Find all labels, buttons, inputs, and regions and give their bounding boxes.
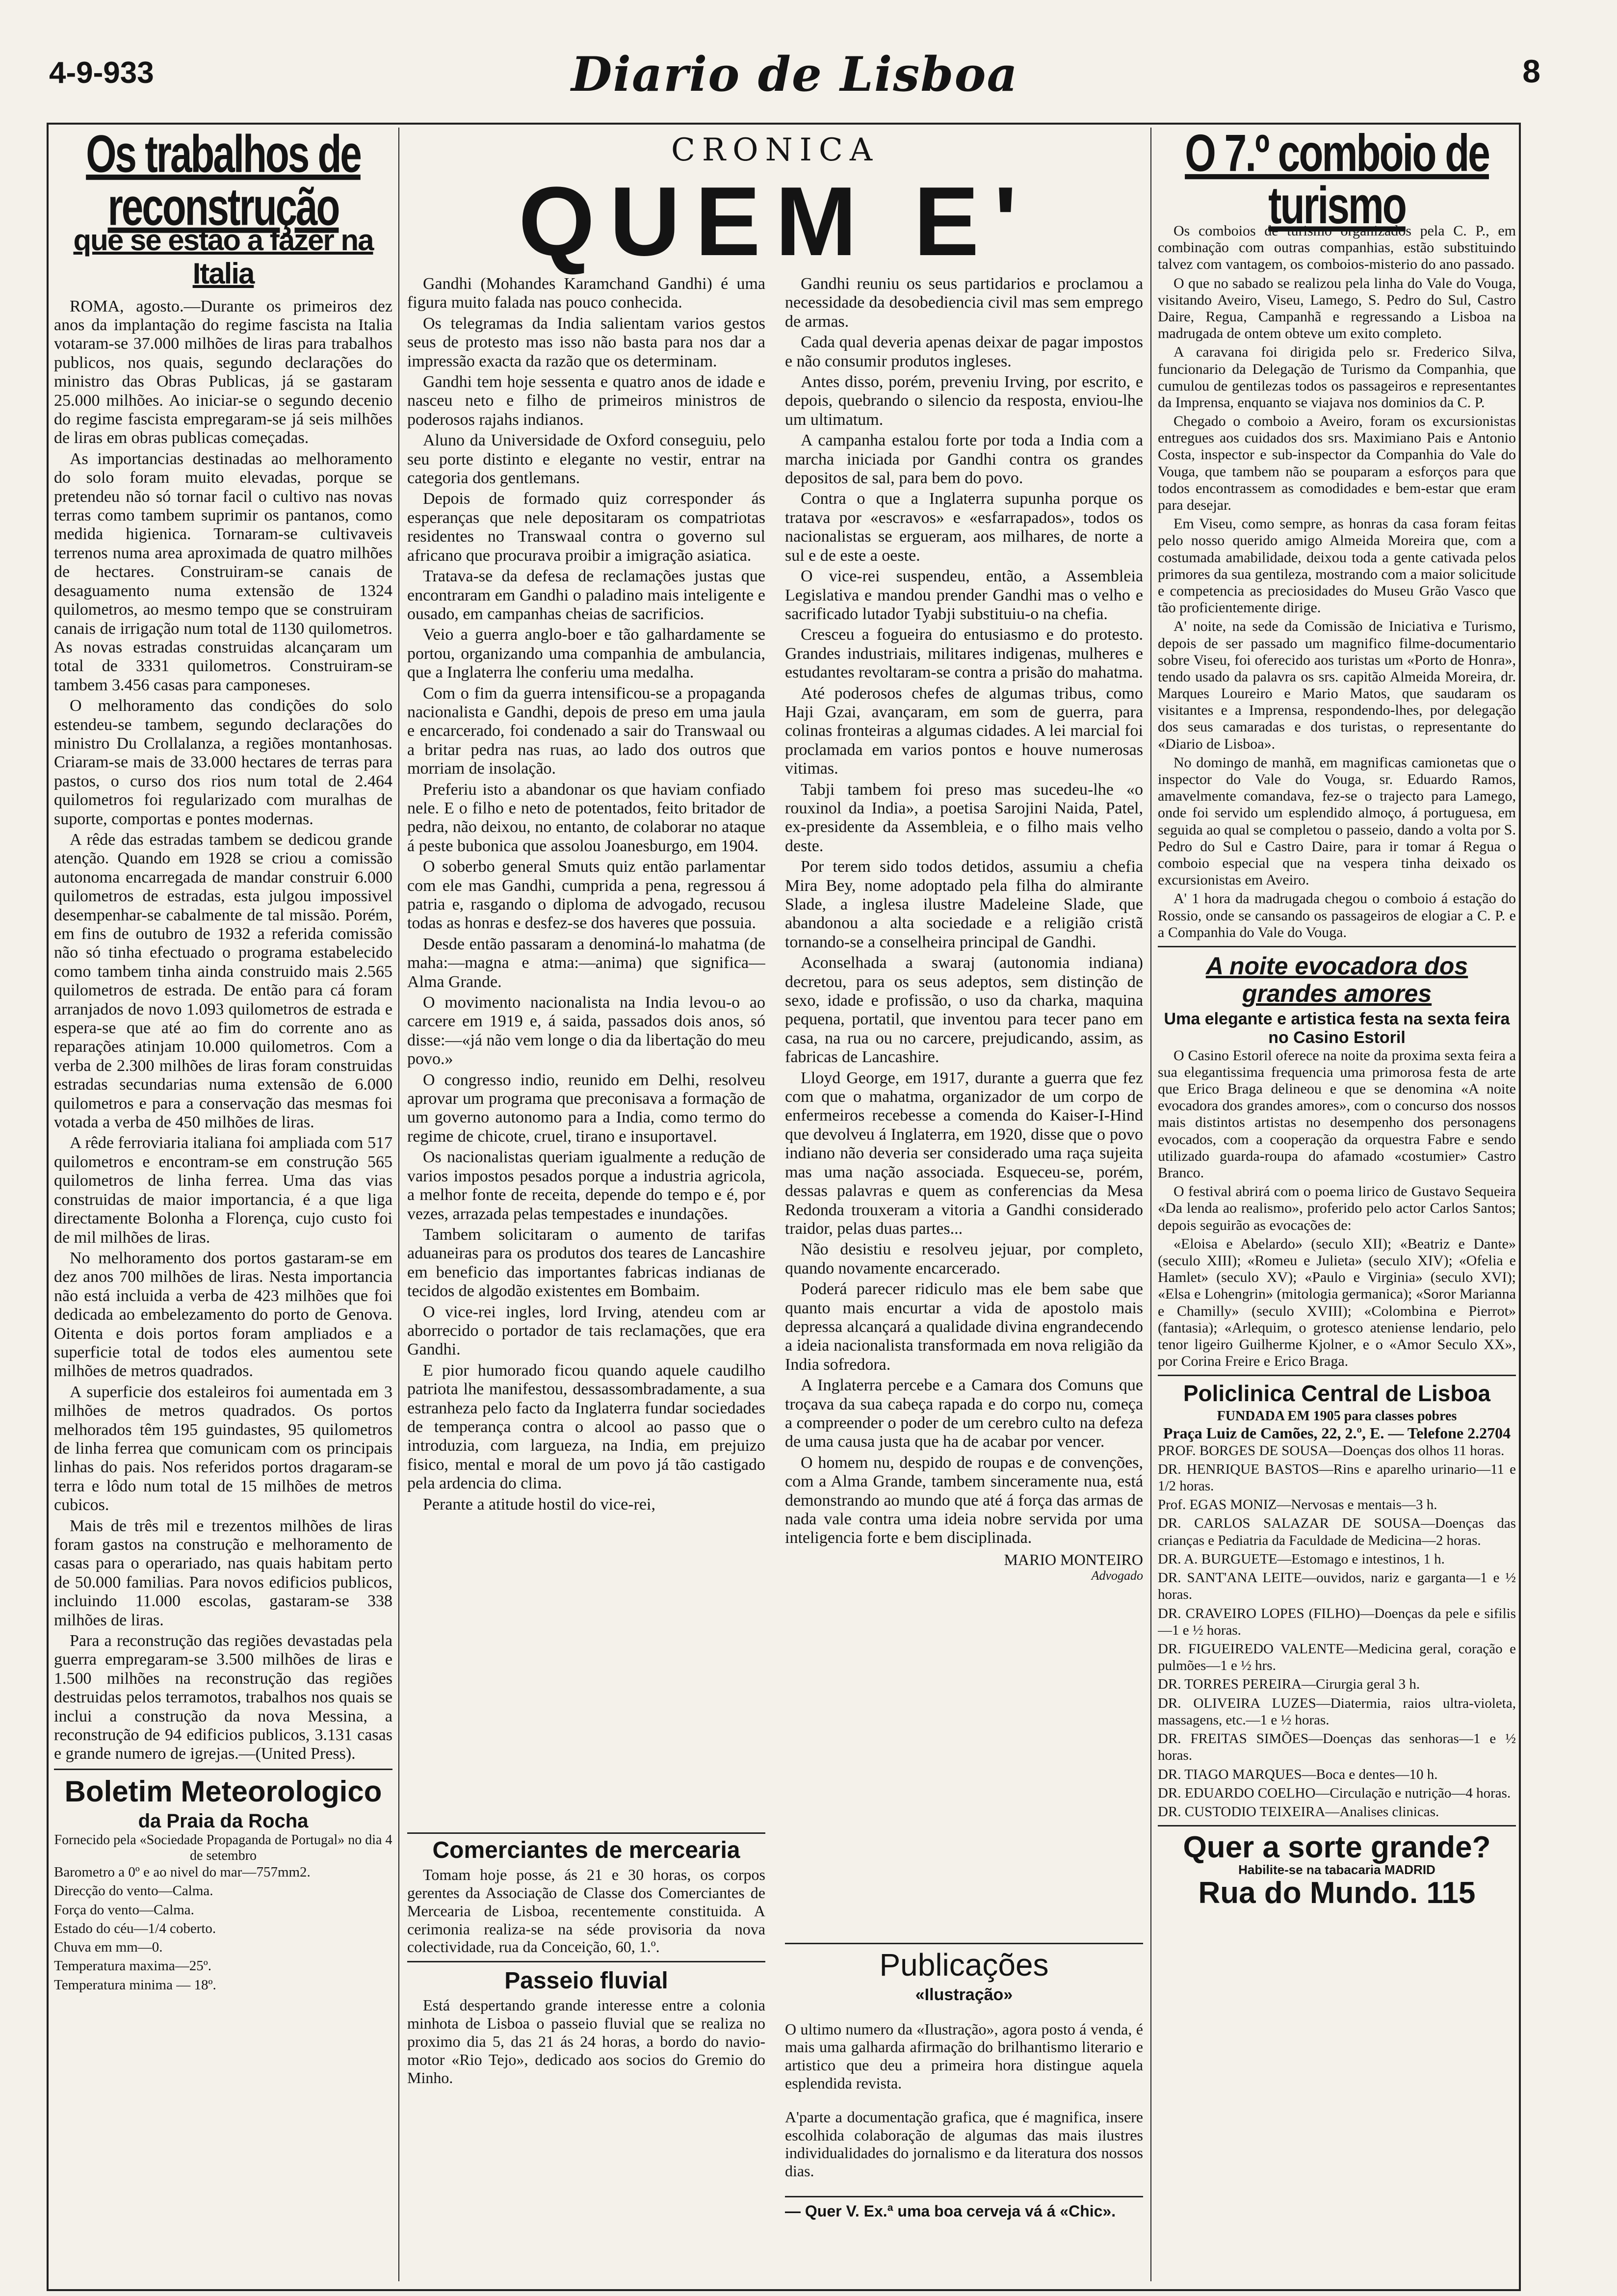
weather-title: Boletim Meteorologico [64, 1774, 382, 1808]
right-headline: O 7.º comboio de turismo [1185, 128, 1489, 235]
publications-paragraph: O ultimo numero da «Ilustração», agora posto á venda, é mais uma galharda afirmação do brilhantismo literario e artistico que deu a primeira hora distingue aquela esplendida revista. [785, 2020, 1143, 2092]
cronica-paragraph: Contra o que a Inglaterra supunha porque os tratava por «escravos» e «esfarrapados», todos os nacionalistas se ergueram, aos milhares, de norte a sul e de este a oeste. [785, 490, 1143, 565]
train-paragraph: A' noite, na sede da Comissão de Iniciativa e Turismo, depois de ser passado um magnifico filme-documentario sobre Viseu, foi oferecido aos turistas um «Porto de Honra», tendo usado da palavra os srs. capitão Almeida Moreira, dr. Marques Loureiro e Mario Matos, que saudaram os visitantes e a Imprensa, respondendo-lhes, por delegação dos seus camaradas e dos turistas, o representante do «Diario de Lisboa». [1158, 618, 1516, 752]
clinic-doctor-line: DR. FIGUEIREDO VALENTE—Medicina geral, coração e pulmões—1 e ½ hrs. [1158, 1641, 1516, 1674]
right-column [1158, 128, 1516, 2286]
train-paragraph: Os comboios de turismo organizados pela C. P., em combinação com outras companhias, estão substituindo talvez com vantagem, os comboios-misterio do ano passado. [1158, 223, 1516, 273]
article-paragraph: A superficie dos estaleiros foi aumentada em 3 milhões de metros quadrados. Os portos melhorados têm 195 guindastes, 95 quilometros de linha ferrea que comunicam com os principais linhas do pais. Nos referidos portos dragaram-se terra e lôdo num total de 15 milhões de metros cubicos. [54, 1383, 392, 1514]
clinic-doctors [1158, 1442, 1516, 1821]
divider [407, 1961, 765, 1962]
clinic-doctor-line: PROF. BORGES DE SOUSA—Doenças dos olhos 11 horas. [1158, 1442, 1505, 1459]
cronica-signature-role: Advogado [1091, 1568, 1143, 1583]
article-paragraph: ROMA, agosto.—Durante os primeiros dez anos da implantação do regime fascista na Italia votaram-se 37.000 milhões de liras para trabalhos publicos, nos quais, segundo declarações do ministro das Obras Publicas, já se gastaram 25.000 milhões. Ao iniciar-se o segundo decenio do regime fascista empregaram-se já seis milhões de liras em obras publicas começadas. [54, 297, 392, 447]
notices-left [407, 1832, 765, 2283]
estoril-subhead: Uma elegante e artistica festa na sexta feira no Casino Estoril [1164, 1009, 1510, 1047]
column-rule [398, 128, 399, 2281]
cronica-paragraph: Os telegramas da India salientam varios gestos seus de protesto mas isso não basta para nos dar a impressão exacta da razão que os determinam. [407, 314, 765, 370]
cronica-paragraph: Cresceu a fogueira do entusiasmo e do protesto. Grandes industriais, militares indigenas, mulheres e estudantes revoltaram-se contra a prisão do mahatma. [785, 626, 1143, 682]
lottery-line-3: Rua do Mundo. 115 [1198, 1876, 1476, 1910]
clinic-doctor-line: Prof. EGAS MONIZ—Nervosas e mentais—3 h. [1158, 1497, 1437, 1513]
weather-note: Fornecido pela «Sociedade Propaganda de Portugal» no dia 4 de setembro [54, 1832, 392, 1864]
estoril-paragraph: O festival abrirá com o poema lirico de Gustavo Sequeira «Da lenda ao realismo», proferido pelo actor Carlos Santos; depois seguirão as evocações de: [1158, 1183, 1516, 1233]
article-paragraph: Mais de três mil e trezentos milhões de liras foram gastos na construção e melhoramento de casas para o operariado, nas quais habitam perto de 50.000 familias. Para novos edificios publicos, incluindo 11.000 escolas, gastaram-se 338 milhões de liras. [54, 1516, 392, 1629]
clinic-doctor-line: DR. CRAVEIRO LOPES (FILHO)—Doenças da pele e sifilis—1 e ½ horas. [1158, 1605, 1516, 1638]
train-paragraph: Em Viseu, como sempre, as honras da casa foram feitas pelo nosso querido amigo Almeida Moreira que, com a costumada amabilidade, deixou toda a gente cativada pelos primores da sua gentileza, mostrando com a maior solicitude e competencia as preciosidades do Museu Grão Vasco que tão proficientemente dirige. [1158, 516, 1516, 616]
cronica-paragraph: Os nacionalistas queriam igualmente a redução de varios impostos pesados porque a industria agricola, a melhor fonte de receita, depende do tempo e é, por vezes, arrazada pelas tempestades e inundações. [407, 1148, 765, 1223]
divider [785, 2196, 1143, 2197]
cronica-paragraph: Antes disso, porém, preveniu Irving, por escrito, e depois, quebrando o silencio da resposta, enviou-lhe um ultimatum. [785, 373, 1143, 429]
cronica-paragraph: Lloyd George, em 1917, durante a guerra que fez com que o mahatma, organizador de um corpo de enfermeiros recebesse a comenda do Kaiser-I-Hind que devolveu á Inglaterra, em 1920, disse que o povo indiano não deveria ser considerado uma raça sujeita mas uma nação associada. Esqueceu-se, porém, dessas palavras e quem as conferencias da Mesa Redonda trouxeram a vitoria a Gandhi considerado traidor, pelas duas partes... [785, 1069, 1143, 1238]
article-paragraph: No melhoramento dos portos gastaram-se em dez anos 700 milhões de liras. Nesta importancia não está incluida a verba de 423 milhões que foi dedicada ao embelezamento do porto de Genova. Oitenta e dois portos foram ampliados e a superficie total de todos eles aumentou sete milhões de metros quadrados. [54, 1249, 392, 1381]
cronica-paragraph: Veio a guerra anglo-boer e tão galhardamente se portou, organizando uma companhia de ambulancia, que a Inglaterra lhe conferiu uma medalha. [407, 626, 765, 682]
clinic-doctor-line: DR. CARLOS SALAZAR DE SOUSA—Doenças das crianças e Pediatria da Faculdade de Medicina—2 horas. [1158, 1515, 1516, 1548]
weather-line: Temperatura minima — 18º. [54, 1977, 216, 1993]
clinic-doctor-line: DR. HENRIQUE BASTOS—Rins e aparelho urinario—11 e 1/2 horas. [1158, 1461, 1516, 1494]
notices-right [785, 1943, 1143, 2283]
train-paragraph: No domingo de manhã, em magnificas camionetas que o inspector do Vale do Vouga, sr. Eduardo Ramos, amavelmente comandava, fez-se o trajecto para Lamego, onde foi servido um esplendido almoço, á portuguesa, em seguida ao qual se completou o passeio, dando a volta por S. Pedro do Sul e Castro Daire, para ir tomar á Regua o comboio especial que na vespera tinha deixado os excursionistas em Aveiro. [1158, 754, 1516, 888]
weather-line: Chuva em mm—0. [54, 1939, 163, 1956]
cronica-paragraph: Até poderosos chefes de algumas tribus, como Haji Gzai, avançaram, em som de guerra, para colinas fronteiras a algumas cidades. A lei marcial foi proclamada em varios pontos e houve numerosas vitimas. [785, 684, 1143, 778]
train-article-body [1158, 223, 1516, 941]
weather-line: Força do vento—Calma. [54, 1902, 194, 1918]
train-paragraph: O que no sabado se realizou pela linha do Vale do Vouga, visitando Aveiro, Viseu, Lamego, S. Pedro do Sul, Castro Daire, Regua, Campanhã e regressando a Lisboa na madrugada de ontem obteve um exito completo. [1158, 275, 1516, 342]
divider [1158, 1375, 1516, 1376]
cronica-paragraph: Aluno da Universidade de Oxford conseguiu, pelo seu porte distinto e elegante no vestir, entrar na categoria dos gentlemans. [407, 431, 765, 488]
clinic-doctor-line: DR. CUSTODIO TEIXEIRA—Analises clinicas. [1158, 1803, 1439, 1820]
weather-subtitle: da Praia da Rocha [138, 1810, 309, 1832]
cronica-paragraph: Gandhi (Mohandes Karamchand Gandhi) é uma figura muito falada nas pouco conhecida. [407, 275, 765, 312]
clinic-doctor-line: DR. EDUARDO COELHO—Circulação e nutrição—4 horas. [1158, 1785, 1511, 1801]
divider [54, 1769, 392, 1770]
clinic-address: Praça Luiz de Camões, 22, 2.º, E. — Telefone 2.2704 [1163, 1424, 1511, 1442]
river-title: Passeio fluvial [504, 1968, 668, 1994]
lottery-line-2: Habilite-se na tabacaria MADRID [1238, 1862, 1435, 1878]
cronica-paragraph: Cada qual deveria apenas deixar de pagar impostos e não consumir produtos ingleses. [785, 333, 1143, 370]
estoril-headline: A noite evocadora dos grandes amores [1205, 952, 1468, 1008]
cronica-paragraph: Desde então passaram a denominá-lo mahatma (de maha:—magna e atma:—anima) que significa—Alma Grande. [407, 935, 765, 991]
estoril-body [1158, 1047, 1516, 1370]
chic-ad: — Quer V. Ex.ª uma boa cerveja vá á «Chic». [785, 2202, 1116, 2220]
left-headline: Os trabalhos de reconstrução [86, 128, 361, 236]
clinic-doctor-line: DR. FREITAS SIMÕES—Doenças das senhoras—1 e ½ horas. [1158, 1731, 1516, 1764]
article-paragraph: Para a reconstrução das regiões devastadas pela guerra empregaram-se 3.500 milhões de liras e 1.500 milhões na reconstrução das regiões destruidas pelos terramotos, trabalhos nos quais se inclui a construção da nova Messina, a reconstrução de 94 edificios publicos, 3.131 casas e grande numero de igrejas.—(United Press). [54, 1632, 392, 1763]
estoril-paragraph: «Eloisa e Abelardo» (seculo XII); «Beatriz e Dante» (seculo XIII); «Romeu e Julieta» (seculo XIV); «Ofelia e Hamlet» (seculo XV); «Paulo e Virginia» (seculo XVI); «Elsa e Lohengrin» (mitologia germanica); «Soror Marianna e Chamilly» (seculo XVIII); «Colombina e Pierrot» (fantasia); «Arlequim, o grotesco ateniense lendario, pelo tenor ligeiro Guilherme Kjolner, e o «Amor Seculo XX», por Corina Freire e Erico Braga. [1158, 1235, 1516, 1370]
grocers-text: Tomam hoje posse, ás 21 e 30 horas, os corpos gerentes da Associação de Classe dos Comerciantes de Mercearia de Lisboa, recentemente constituida. A cerimonia realiza-se na séde provisoria da nova colectividade, rua da Conceição, 60, 1.º. [407, 1866, 765, 1956]
lottery-line-1: Quer a sorte grande? [1183, 1830, 1491, 1865]
clinic-doctor-line: DR. A. BURGUETE—Estomago e intestinos, 1 h. [1158, 1551, 1445, 1567]
cronica-paragraph: O homem nu, despido de roupas e de convenções, com a Alma Grande, tambem sinceramente nua, está demonstrando ao mundo que até á força das armas de nada vale contra uma ideia nobre servida por uma inteligencia forte e bem disciplinada. [785, 1453, 1143, 1547]
left-subhead: que se estão a fazer na Italia [73, 224, 373, 290]
clinic-title: Policlinica Central de Lisboa [1183, 1381, 1491, 1407]
cronica-paragraph: E pior humorado ficou quando aquele caudilho patriota lhe manifestou, dessassombradamente, a sua estranheza pelo facto da Inglaterra fundar sociedades de temperança contra o alcool ao passo que o introduzia, com largueza, na India, em prejuizo fisico, mental e moral de um povo já tão castigado pela ardencia do clima. [407, 1361, 765, 1493]
weather-lines [54, 1864, 392, 1993]
publications-body [785, 2020, 1143, 2180]
estoril-paragraph: O Casino Estoril oferece na noite da proxima sexta feira a sua elegantissima frequencia uma primorosa festa de arte que Erico Braga delineou e que se denomina «A noite evocadora dos grandes amores», com o concurso dos nossos mais distintos artistas no desempenho dos personagens evocados, com a cooperação da orquestra Fabre e sendo utilizado guarda-roupa do afamado «costumier» Castro Branco. [1158, 1047, 1516, 1181]
river-text: Está despertando grande interesse entre a colonia minhota de Lisboa o passeio fluvial que se realiza no proximo dia 5, das 21 ás 24 horas, a bordo do navio-motor «Rio Tejo», dedicado aos socios do Gremio do Minho. [407, 1996, 765, 2087]
weather-line: Estado do céu—1/4 coberto. [54, 1920, 216, 1936]
clinic-doctor-line: DR. SANT'ANA LEITE—ouvidos, nariz e garganta—1 e ½ horas. [1158, 1570, 1516, 1603]
cronica-paragraph: Depois de formado quiz corresponder ás esperanças que nele depositaram os compatriotas residentes no Transwaal contra o governo sul africano que procurava proibir a imigração asiatica. [407, 490, 765, 565]
cronica-paragraph: Poderá parecer ridiculo mas ele bem sabe que quanto mais encurtar a vida de apostolo mais depressa alcançará a qualidade divina engrandecendo a ideia nacionalista transformada em nova religião da India sofredora. [785, 1280, 1143, 1374]
article-paragraph: A rêde das estradas tambem se dedicou grande atenção. Quando em 1928 se criou a comissão autonoma encarregada de mandar construir 6.000 quilometros de estradas, esta julgou impossivel desempenhar-se cabalmente de tal missão. Porém, em fins de outubro de 1932 a referida comissão não só tinha efectuado o programa estabelecido como tambem tinha ainda construido mais 2.565 quilometros de estrada. De então para cá foram arranjados de novo 1.093 quilometros de estrada e espera-se que até ao fim do corrente ano as reparações atinjam 10.000 quilometros. Com a verba de 2.300 milhões de liras foram construidas estradas secundarias numa extensão de 6.000 quilometros e para a conservação das mesmas foi votada a verba de 450 milhões de liras. [54, 830, 392, 1132]
cronica-paragraph: O congresso indio, reunido em Delhi, resolveu aprovar um programa que preconisava a formação de um governo autonomo para a India, como termo do regime de chicote, cruel, tirano e insuportavel. [407, 1070, 765, 1146]
weather-line: Direcção do vento—Calma. [54, 1883, 213, 1899]
column-rule [1150, 128, 1151, 2281]
divider [1158, 1825, 1516, 1826]
weather-line: Barometro a 0º e ao nivel do mar—757mm2. [54, 1864, 311, 1880]
divider [1158, 946, 1516, 947]
newspaper-title: Diario de Lisboa [571, 47, 1018, 102]
masthead [49, 47, 1540, 110]
cronica-paragraph: Aconselhada a swaraj (autonomia indiana) decretou, para os seus adeptos, sem distinção de sexo, idade e profissão, o uso da charka, maquina pequena, portatil, que inventou para tecer pano em casa, na rua ou no carcere, prejudicando, assim, as fabricas de Lancashire. [785, 954, 1143, 1067]
cronica-paragraph: Perante a atitude hostil do vice-rei, [423, 1495, 655, 1513]
left-article-body [54, 297, 392, 1764]
left-column [54, 128, 392, 2286]
cronica-paragraph: Gandhi reuniu os seus partidarios e proclamou a necessidade da desobediencia civil mas sem emprego de armas. [785, 275, 1143, 331]
cronica-paragraph: O vice-rei suspendeu, então, a Assembleia Legislativa e mandou prender Gandhi mas o velho e sacrificado lutador Tyabji substituiu-o na chefia. [785, 567, 1143, 623]
train-paragraph: A' 1 hora da madrugada chegou o comboio á estação do Rossio, onde se cansando os passageiros de elogiar a C. P. e a Companhia do Vale do Vouga. [1158, 890, 1516, 940]
cronica-paragraph: A campanha estalou forte por toda a India com a marcha iniciada por Gandhi contra os grandes depositos de sal, para bem do povo. [785, 431, 1143, 488]
cronica-signature: MARIO MONTEIRO [1004, 1550, 1143, 1568]
issue-date: 4-9-933 [49, 56, 154, 90]
publications-subtitle: «Ilustração» [915, 1985, 1013, 2004]
cronica-paragraph: Tratava-se da defesa de reclamações justas que encontraram em Gandhi o paladino mais inteligente e ousado, em campanhas cheias de sacrificios. [407, 567, 765, 623]
train-paragraph: A caravana foi dirigida pelo sr. Frederico Silva, funcionario da Delegação de Turismo da Companhia, que cumulou de gentilezas todos os passageiros e representantes da Imprensa, enquanto se viajava nos dominios da C. P. [1158, 344, 1516, 411]
cronica-kicker: CRONICA [671, 132, 880, 168]
cronica-paragraph: O soberbo general Smuts quiz então parlamentar com ele mas Gandhi, cumprida a pena, regressou á patria e, rasgando o diploma de advogado, recusou todas as honras e desfez-se dos haveres que possuia. [407, 858, 765, 933]
cronica-paragraph: Com o fim da guerra intensificou-se a propaganda nacionalista e Gandhi, depois de preso em uma jaula e encarcerado, foi condenado a sair do Transwaal ou a britar pedra nas ruas, ao lado dos outros que morriam de insolação. [407, 684, 765, 778]
article-paragraph: As importancias destinadas ao melhoramento do solo foram muito elevadas, porque se pretendeu não só tornar facil o cultivo nas novas terras como tambem suprimir os pantanos, como medida higienica. Tornaram-se cultivaveis terrenos numa area aproximada de quatro milhões de hectares. Construiram-se canais de desaguamento numa extensão de 1324 quilometros, ao mesmo tempo que se construiram canais de irrigação num total de 1130 quilometros. As novas estradas construidas alcançaram um total de 3331 quilometros. Construiram-se tambem 3.456 casas para camponeses. [54, 449, 392, 694]
cronica-paragraph: Preferiu isto a abandonar os que haviam confiado nele. E o filho e neto de potentados, feito britador de pedra, não deixou, no entanto, de colaborar no ataque á peste bubonica que assolou Joanesburgo, em 1904. [407, 780, 765, 855]
clinic-doctor-line: DR. TORRES PEREIRA—Cirurgia geral 3 h. [1158, 1676, 1420, 1693]
cronica-paragraph: Tabji tambem foi preso mas sucedeu-lhe «o rouxinol da India», a poetisa Sarojini Naida, Patel, ex-presidente da Assembleia, e o filho mais velho deste. [785, 780, 1143, 855]
cronica-title: QUEM E' [518, 167, 1032, 277]
article-paragraph: A rêde ferroviaria italiana foi ampliada com 517 quilometros e encontram-se em construção 565 quilometros de linha ferrea. Uma das vias construidas de maior importancia, é a que liga directamente Bolonha a Florença, cujo custo foi de mil milhões de liras. [54, 1134, 392, 1247]
cronica-paragraph: O movimento nacionalista na India levou-o ao carcere em 1919 e, á saida, passados dois anos, só disse:—«já não vem longe o dia da libertação do meu povo.» [407, 993, 765, 1069]
publications-paragraph: A'parte a documentação grafica, que é magnifica, insere escolhida colaboração de algumas das mais ilustres individualidades do jornalismo e da literatura dos nossos dias. [785, 2108, 1143, 2180]
clinic-doctor-line: DR. OLIVEIRA LUZES—Diatermia, raios ultra-violeta, massagens, etc.—1 e ½ horas. [1158, 1695, 1516, 1728]
cronica-paragraph: Por terem sido todos detidos, assumiu a chefia Mira Bey, nome adoptado pela filha do almirante Slade, a inglesa ilustre Madeleine Slade, que abandonou a alta sociedade e a religião cristã tornando-se a conselheira principal de Gandhi. [785, 858, 1143, 951]
weather-line: Temperatura maxima—25º. [54, 1958, 212, 1974]
cronica-paragraph: A Inglaterra percebe e a Camara dos Comuns que troçava da sua cabeça rapada e do corpo nu, começa a compreender o poder de um cerebro culto na defeza de uma causa justa que ha de acabar por vencer. [785, 1376, 1143, 1451]
cronica-paragraph: O vice-rei ingles, lord Irving, atendeu com ar aborrecido o portador de tais reclamações, que era Gandhi. [407, 1303, 765, 1359]
article-paragraph: O melhoramento das condições do solo estendeu-se tambem, segundo declarações do ministro Du Crollalanza, a regiões montanhosas. Criaram-se mais de 33.000 hectares de terras para pastos, o curso dos rios num total de 2.464 quilometros foi regularizado com muralhas de suporte, comportas e pontes modernas. [54, 697, 392, 828]
page-number: 8 [1522, 53, 1540, 89]
cronica-paragraph: Gandhi tem hoje sessenta e quatro anos de idade e nasceu neto e filho de primeiros ministros de poderosos rajahs indianos. [407, 373, 765, 429]
lottery-ad [1158, 1831, 1516, 1908]
grocers-title: Comerciantes de mercearia [432, 1837, 740, 1863]
publications-title: Publicações [879, 1947, 1049, 1983]
train-paragraph: Chegado o comboio a Aveiro, foram os excursionistas entregues aos cuidados dos srs. Maximiano Pais e Antonio Costa, inspector e sub-inspector da Companhia do Vale do Vouga, que tambem não se pouparam a esforços para que todos encontrassem as comodidades e bem-estar que eram para desejar. [1158, 413, 1516, 513]
cronica-paragraph: Tambem solicitaram o aumento de tarifas aduaneiras para os produtos dos teares de Lancashire em beneficio das importantes fabricas indianas de tecidos de algodão existentes em Bombaim. [407, 1225, 765, 1301]
clinic-doctor-line: DR. TIAGO MARQUES—Boca e dentes—10 h. [1158, 1766, 1438, 1782]
clinic-founded: FUNDADA EM 1905 para classes pobres [1217, 1409, 1457, 1424]
cronica-paragraph: Não desistiu e resolveu jejuar, por completo, quando novamente encarcerado. [785, 1240, 1143, 1278]
